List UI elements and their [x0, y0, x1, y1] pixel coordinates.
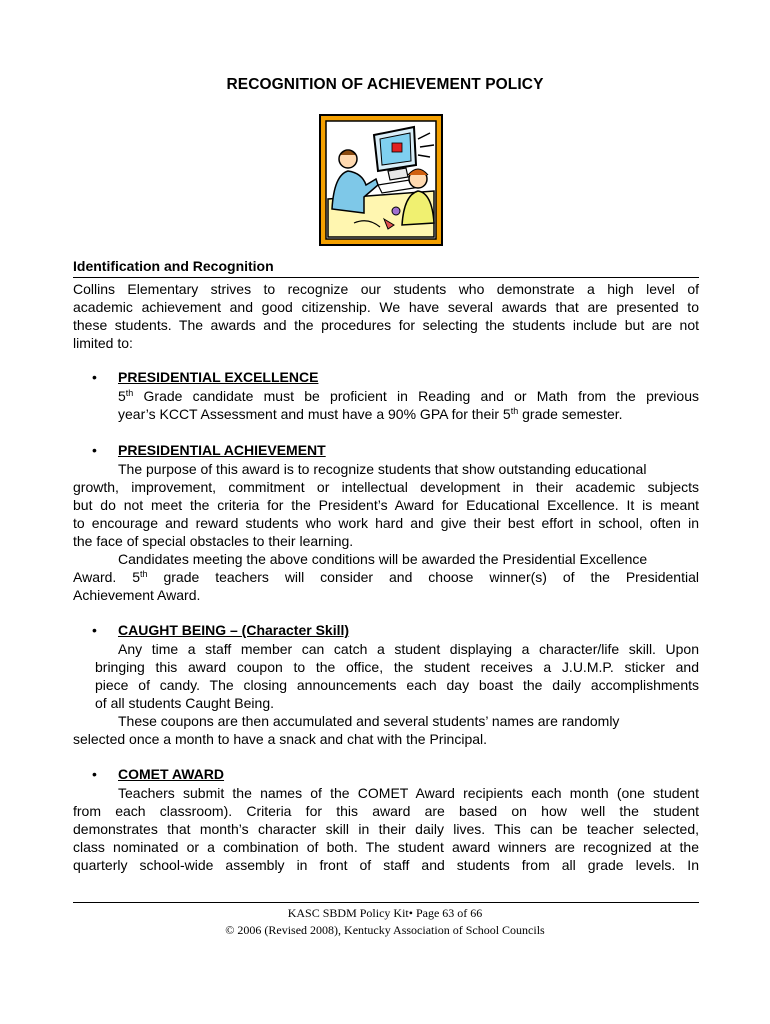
- text-line: the face of special obstacles to their learning.: [73, 533, 354, 549]
- text-line: but do not meet the criteria for the President’s Award for Educational Excellence. It is meant: [73, 497, 699, 513]
- text-line: growth, improvement, commitment or intellectual development in their academic subjects: [73, 479, 699, 495]
- text-line: Teachers submit the names of the COMET Award recipients each month (one student: [118, 785, 699, 801]
- presidential-excellence-text: [118, 387, 699, 423]
- footer-page-info: KASC SBDM Policy Kit• Page 63 of 66: [287, 906, 483, 920]
- award-title-presidential-excellence: PRESIDENTIAL EXCELLENCE: [118, 369, 319, 385]
- text-line: quarterly school-wide assembly in front of staff and students from all grade levels. In: [73, 857, 699, 873]
- footer-copyright: © 2006 (Revised 2008), Kentucky Association of School Councils: [225, 923, 545, 937]
- section-heading: Identification and Recognition: [73, 258, 274, 274]
- footer-rule: [73, 902, 699, 903]
- award-title-comet: COMET AWARD: [118, 766, 225, 782]
- award-title-presidential-achievement: PRESIDENTIAL ACHIEVEMENT: [118, 442, 326, 458]
- intro-line: Collins Elementary strives to recognize our students who demonstrate a high level of: [73, 281, 699, 297]
- caught-being-text: [73, 640, 699, 748]
- presidential-achievement-text: [73, 460, 699, 604]
- bullet-icon: •: [92, 766, 97, 782]
- comet-award-text: [73, 784, 699, 874]
- intro-paragraph: [73, 280, 699, 352]
- text-line: piece of candy. The closing announcements each day boast the daily accomplishments: [95, 677, 699, 693]
- intro-line: limited to:: [73, 335, 133, 351]
- text-line: Any time a staff member can catch a student displaying a character/life skill. Upon: [118, 641, 699, 657]
- text-line: bringing this award coupon to the office, the student receives a J.U.M.P. sticker and: [95, 659, 699, 675]
- award-title-caught-being: CAUGHT BEING – (Character Skill): [118, 622, 350, 638]
- text-line: The purpose of this award is to recognize students that show outstanding educational: [118, 461, 647, 477]
- bullet-icon: •: [92, 369, 97, 385]
- text-line: Achievement Award.: [73, 587, 201, 603]
- students-computer-clipart: [318, 113, 446, 247]
- heading-rule: [73, 277, 699, 278]
- bullet-icon: •: [92, 442, 97, 458]
- text-line: year’s KCCT Assessment and must have a 90% GPA for their 5th grade semester.: [118, 406, 623, 422]
- text-line: These coupons are then accumulated and several students’ names are randomly: [118, 713, 620, 729]
- text-line: from each classroom). Criteria for this award are based on how well the student: [73, 803, 699, 819]
- bullet-icon: •: [92, 622, 97, 638]
- text-line: Award. 5th grade teachers will consider and choose winner(s) of the Presidential: [73, 569, 699, 585]
- text-line: 5th Grade candidate must be proficient in Reading and or Math from the previous: [118, 388, 699, 404]
- text-line: demonstrates that month’s character skill in their daily lives. This can be teacher selected,: [73, 821, 699, 837]
- text-line: selected once a month to have a snack and chat with the Principal.: [73, 731, 488, 747]
- page-title: RECOGNITION OF ACHIEVEMENT POLICY: [226, 76, 544, 93]
- text-line: to encourage and reward students who work hard and give their best effort in school, often in: [73, 515, 699, 531]
- text-line: class nominated or a combination of both. The student award winners are recognized at the: [73, 839, 699, 855]
- intro-line: academic achievement and good citizenship. We have several awards that are presented to: [73, 299, 699, 315]
- text-line: Candidates meeting the above conditions will be awarded the Presidential Excellence: [118, 551, 648, 567]
- intro-line: these students. The awards and the procedures for selecting the students include but are not: [73, 317, 699, 333]
- text-line: of all students Caught Being.: [95, 695, 275, 711]
